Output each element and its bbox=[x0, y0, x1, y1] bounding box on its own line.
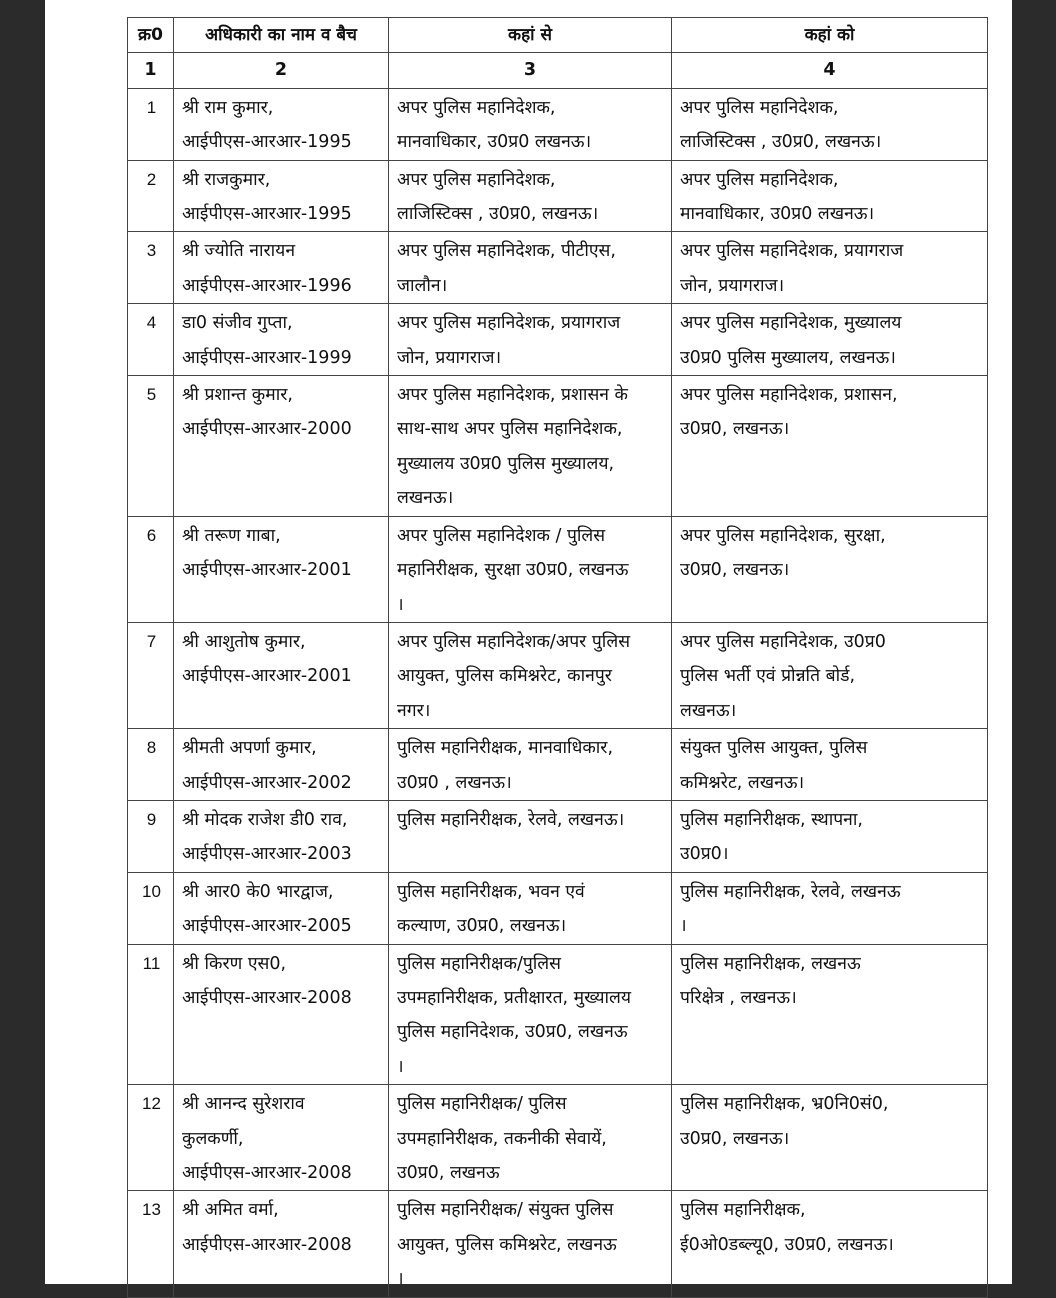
cell-line: श्री किरण एस0, bbox=[182, 953, 287, 974]
cell-line: मुख्यालय उ0प्र0 पुलिस मुख्यालय, bbox=[397, 453, 615, 474]
serial-number-cell: 4 bbox=[128, 304, 174, 376]
cell-line: अपर पुलिस महानिदेशक, bbox=[680, 169, 839, 190]
table-row bbox=[128, 729, 988, 801]
cell-line: साथ-साथ अपर पुलिस महानिदेशक, bbox=[397, 419, 623, 440]
to-posting-cell bbox=[672, 1191, 988, 1297]
column-number: 1 bbox=[128, 53, 174, 88]
to-posting-cell bbox=[672, 516, 988, 622]
officer-name-cell bbox=[174, 376, 389, 517]
cell-line: आईपीएस-आरआर-2000 bbox=[182, 419, 352, 440]
serial-number-cell: 5 bbox=[128, 376, 174, 517]
serial-number-cell: 2 bbox=[128, 160, 174, 232]
from-posting-cell bbox=[389, 1191, 672, 1297]
cell-line: आईपीएस-आरआर-2002 bbox=[182, 772, 352, 793]
cell-line: श्री आनन्द सुरेशराव bbox=[182, 1094, 305, 1115]
officer-name-cell bbox=[174, 304, 389, 376]
table-row bbox=[128, 232, 988, 304]
cell-line: । bbox=[680, 916, 687, 937]
to-posting-cell bbox=[672, 376, 988, 517]
cell-line: नगर। bbox=[397, 700, 431, 721]
header-officer-name-batch: अधिकारी का नाम व बैच bbox=[174, 18, 389, 53]
table-row bbox=[128, 872, 988, 944]
cell-line: पुलिस महानिरीक्षक, रेलवे, लखनऊ। bbox=[397, 809, 625, 830]
header-to: कहां को bbox=[672, 18, 988, 53]
to-posting-cell bbox=[672, 232, 988, 304]
cell-line: उ0प्र0, लखनऊ bbox=[397, 1163, 500, 1183]
serial-number-cell: 11 bbox=[128, 944, 174, 1085]
cell-line: । bbox=[397, 1056, 404, 1077]
officer-name-cell bbox=[174, 622, 389, 728]
column-number: 4 bbox=[672, 53, 988, 88]
cell-line: कल्याण, उ0प्र0, लखनऊ। bbox=[397, 916, 567, 937]
serial-number-cell: 10 bbox=[128, 872, 174, 944]
from-posting-cell bbox=[389, 944, 672, 1085]
officer-name-cell bbox=[174, 729, 389, 801]
cell-line: अपर पुलिस महानिदेशक, प्रशासन, bbox=[680, 385, 898, 406]
cell-line: जोन, प्रयागराज। bbox=[397, 347, 502, 368]
cell-line: अपर पुलिस महानिदेशक, मुख्यालय bbox=[680, 313, 902, 334]
serial-number-cell: 6 bbox=[128, 516, 174, 622]
cell-line: श्रीमती अपर्णा कुमार, bbox=[182, 738, 317, 759]
cell-line: उ0प्र0 , लखनऊ। bbox=[397, 772, 512, 793]
cell-line: लखनऊ। bbox=[680, 700, 737, 721]
cell-line: अपर पुलिस महानिदेशक/अपर पुलिस bbox=[397, 631, 631, 652]
to-posting-cell bbox=[672, 800, 988, 872]
cell-line: उ0प्र0, लखनऊ। bbox=[680, 560, 790, 581]
cell-line: आईपीएस-आरआर-1999 bbox=[182, 347, 352, 368]
column-number: 2 bbox=[174, 53, 389, 88]
cell-line: आईपीएस-आरआर-1995 bbox=[182, 132, 352, 153]
cell-line: पुलिस महानिरीक्षक, रेलवे, लखनऊ bbox=[680, 881, 901, 902]
cell-line: पुलिस महानिरीक्षक/ पुलिस bbox=[397, 1094, 567, 1115]
serial-number-cell: 13 bbox=[128, 1191, 174, 1297]
from-posting-cell bbox=[389, 232, 672, 304]
cell-line: पुलिस महानिरीक्षक, लखनऊ bbox=[680, 953, 861, 974]
to-posting-cell bbox=[672, 872, 988, 944]
cell-line: अपर पुलिस महानिदेशक, bbox=[397, 169, 556, 190]
serial-number-cell: 1 bbox=[128, 88, 174, 160]
officer-name-cell bbox=[174, 160, 389, 232]
cell-line: ई0ओ0डब्ल्यू0, उ0प्र0, लखनऊ। bbox=[680, 1234, 894, 1255]
cell-line: मानवाधिकार, उ0प्र0 लखनऊ। bbox=[680, 204, 875, 225]
cell-line: कमिश्नरेट, लखनऊ। bbox=[680, 772, 805, 793]
cell-line: श्री राजकुमार, bbox=[182, 169, 271, 190]
table-body bbox=[128, 88, 988, 1297]
officer-name-cell bbox=[174, 872, 389, 944]
cell-line: जालौन। bbox=[397, 275, 448, 296]
header-row bbox=[128, 18, 988, 53]
table-row bbox=[128, 622, 988, 728]
from-posting-cell bbox=[389, 622, 672, 728]
cell-line: पुलिस महानिरीक्षक, मानवाधिकार, bbox=[397, 738, 614, 759]
cell-line: आईपीएस-आरआर-2003 bbox=[182, 844, 352, 865]
cell-line: पुलिस महानिरीक्षक/ संयुक्त पुलिस bbox=[397, 1200, 614, 1221]
from-posting-cell bbox=[389, 872, 672, 944]
from-posting-cell bbox=[389, 800, 672, 872]
cell-line: अपर पुलिस महानिदेशक, bbox=[680, 97, 839, 118]
cell-line: श्री आर0 के0 भारद्वाज, bbox=[182, 881, 334, 902]
cell-line: उ0प्र0 पुलिस मुख्यालय, लखनऊ। bbox=[680, 347, 896, 368]
officer-name-cell bbox=[174, 800, 389, 872]
table-row bbox=[128, 516, 988, 622]
from-posting-cell bbox=[389, 304, 672, 376]
cell-line: आईपीएस-आरआर-2008 bbox=[182, 1163, 352, 1183]
cell-line: लाजिस्टिक्स , उ0प्र0, लखनऊ। bbox=[680, 132, 882, 153]
cell-line: पुलिस महानिरीक्षक, भ्र0नि0सं0, bbox=[680, 1094, 889, 1115]
cell-line: आईपीएस-आरआर-2008 bbox=[182, 1234, 352, 1255]
to-posting-cell bbox=[672, 1085, 988, 1191]
cell-line: कुलकर्णी, bbox=[182, 1128, 244, 1149]
cell-line: जोन, प्रयागराज। bbox=[680, 275, 785, 296]
cell-line: । bbox=[397, 1269, 404, 1290]
cell-line: आयुक्त, पुलिस कमिश्नरेट, लखनऊ bbox=[397, 1234, 617, 1255]
table-row bbox=[128, 304, 988, 376]
cell-line: आयुक्त, पुलिस कमिश्नरेट, कानपुर bbox=[397, 666, 612, 687]
cell-line: श्री प्रशान्त कुमार, bbox=[182, 385, 293, 406]
to-posting-cell bbox=[672, 622, 988, 728]
serial-number-cell: 7 bbox=[128, 622, 174, 728]
from-posting-cell bbox=[389, 729, 672, 801]
cell-line: मानवाधिकार, उ0प्र0 लखनऊ। bbox=[397, 132, 592, 153]
cell-line: अपर पुलिस महानिदेशक, प्रयागराज bbox=[680, 241, 904, 262]
from-posting-cell bbox=[389, 160, 672, 232]
to-posting-cell bbox=[672, 88, 988, 160]
serial-number-cell: 12 bbox=[128, 1085, 174, 1191]
cell-line: उपमहानिरीक्षक, तकनीकी सेवायें, bbox=[397, 1128, 607, 1149]
cell-line: श्री राम कुमार, bbox=[182, 97, 274, 118]
officer-name-cell bbox=[174, 232, 389, 304]
cell-line: पुलिस महानिरीक्षक, bbox=[680, 1200, 806, 1221]
cell-line: पुलिस महानिदेशक, उ0प्र0, लखनऊ bbox=[397, 1022, 628, 1043]
cell-line: अपर पुलिस महानिदेशक, प्रशासन के bbox=[397, 385, 628, 406]
from-posting-cell bbox=[389, 376, 672, 517]
officer-name-cell bbox=[174, 1191, 389, 1297]
officer-name-cell bbox=[174, 1085, 389, 1191]
table-row bbox=[128, 944, 988, 1085]
cell-line: लखनऊ। bbox=[397, 488, 454, 509]
cell-line: आईपीएस-आरआर-1996 bbox=[182, 275, 352, 296]
cell-line: अपर पुलिस महानिदेशक, प्रयागराज bbox=[397, 313, 621, 334]
cell-line: अपर पुलिस महानिदेशक, उ0प्र0 bbox=[680, 631, 886, 652]
cell-line: श्री ज्योति नारायन bbox=[182, 241, 296, 262]
officer-name-cell bbox=[174, 944, 389, 1085]
cell-line: पुलिस भर्ती एवं प्रोन्नति बोर्ड, bbox=[680, 666, 856, 687]
serial-number-cell: 9 bbox=[128, 800, 174, 872]
table-row bbox=[128, 376, 988, 517]
cell-line: संयुक्त पुलिस आयुक्त, पुलिस bbox=[680, 738, 868, 759]
cell-line: पुलिस महानिरीक्षक/पुलिस bbox=[397, 953, 562, 974]
cell-line: पुलिस महानिरीक्षक, भवन एवं bbox=[397, 881, 585, 902]
cell-line: महानिरीक्षक, सुरक्षा उ0प्र0, लखनऊ bbox=[397, 560, 629, 581]
officer-name-cell bbox=[174, 88, 389, 160]
cell-line: उपमहानिरीक्षक, प्रतीक्षारत, मुख्यालय bbox=[397, 987, 632, 1008]
cell-line: । bbox=[397, 594, 404, 615]
cell-line: अपर पुलिस महानिदेशक, bbox=[397, 97, 556, 118]
document-page bbox=[45, 0, 1012, 1290]
cell-line: श्री मोदक राजेश डी0 राव, bbox=[182, 809, 348, 830]
from-posting-cell bbox=[389, 88, 672, 160]
cell-line: परिक्षेत्र , लखनऊ। bbox=[680, 987, 797, 1008]
header-serial: क्र0 bbox=[128, 18, 174, 53]
cell-line: आईपीएस-आरआर-2001 bbox=[182, 666, 352, 687]
column-number: 3 bbox=[389, 53, 672, 88]
to-posting-cell bbox=[672, 304, 988, 376]
cell-line: लाजिस्टिक्स , उ0प्र0, लखनऊ। bbox=[397, 204, 599, 225]
table-row bbox=[128, 1191, 988, 1297]
cell-line: अपर पुलिस महानिदेशक, पीटीएस, bbox=[397, 241, 616, 262]
cell-line: उ0प्र0, लखनऊ। bbox=[680, 1128, 790, 1149]
cell-line: श्री आशुतोष कुमार, bbox=[182, 631, 306, 652]
from-posting-cell bbox=[389, 1085, 672, 1191]
to-posting-cell bbox=[672, 729, 988, 801]
cell-line: आईपीएस-आरआर-2005 bbox=[182, 916, 352, 937]
cell-line: आईपीएस-आरआर-2001 bbox=[182, 560, 352, 581]
cell-line: श्री अमित वर्मा, bbox=[182, 1200, 279, 1221]
cell-line: आईपीएस-आरआर-1995 bbox=[182, 204, 352, 225]
table-row bbox=[128, 800, 988, 872]
cell-line: अपर पुलिस महानिदेशक, सुरक्षा, bbox=[680, 525, 886, 546]
officer-name-cell bbox=[174, 516, 389, 622]
header-from: कहां से bbox=[389, 18, 672, 53]
cell-line: उ0प्र0, लखनऊ। bbox=[680, 419, 790, 440]
table-row bbox=[128, 160, 988, 232]
column-number-row bbox=[128, 53, 988, 88]
cell-line: डा0 संजीव गुप्ता, bbox=[182, 313, 293, 334]
serial-number-cell: 3 bbox=[128, 232, 174, 304]
cell-line: उ0प्र0। bbox=[680, 844, 729, 865]
cell-line: अपर पुलिस महानिदेशक / पुलिस bbox=[397, 525, 606, 546]
table-row bbox=[128, 1085, 988, 1191]
serial-number-cell: 8 bbox=[128, 729, 174, 801]
to-posting-cell bbox=[672, 944, 988, 1085]
cell-line: आईपीएस-आरआर-2008 bbox=[182, 987, 352, 1008]
cell-line: श्री तरूण गाबा, bbox=[182, 525, 281, 546]
table-row bbox=[128, 88, 988, 160]
from-posting-cell bbox=[389, 516, 672, 622]
officer-transfer-table bbox=[127, 17, 988, 1298]
cell-line: पुलिस महानिरीक्षक, स्थापना, bbox=[680, 809, 863, 830]
to-posting-cell bbox=[672, 160, 988, 232]
